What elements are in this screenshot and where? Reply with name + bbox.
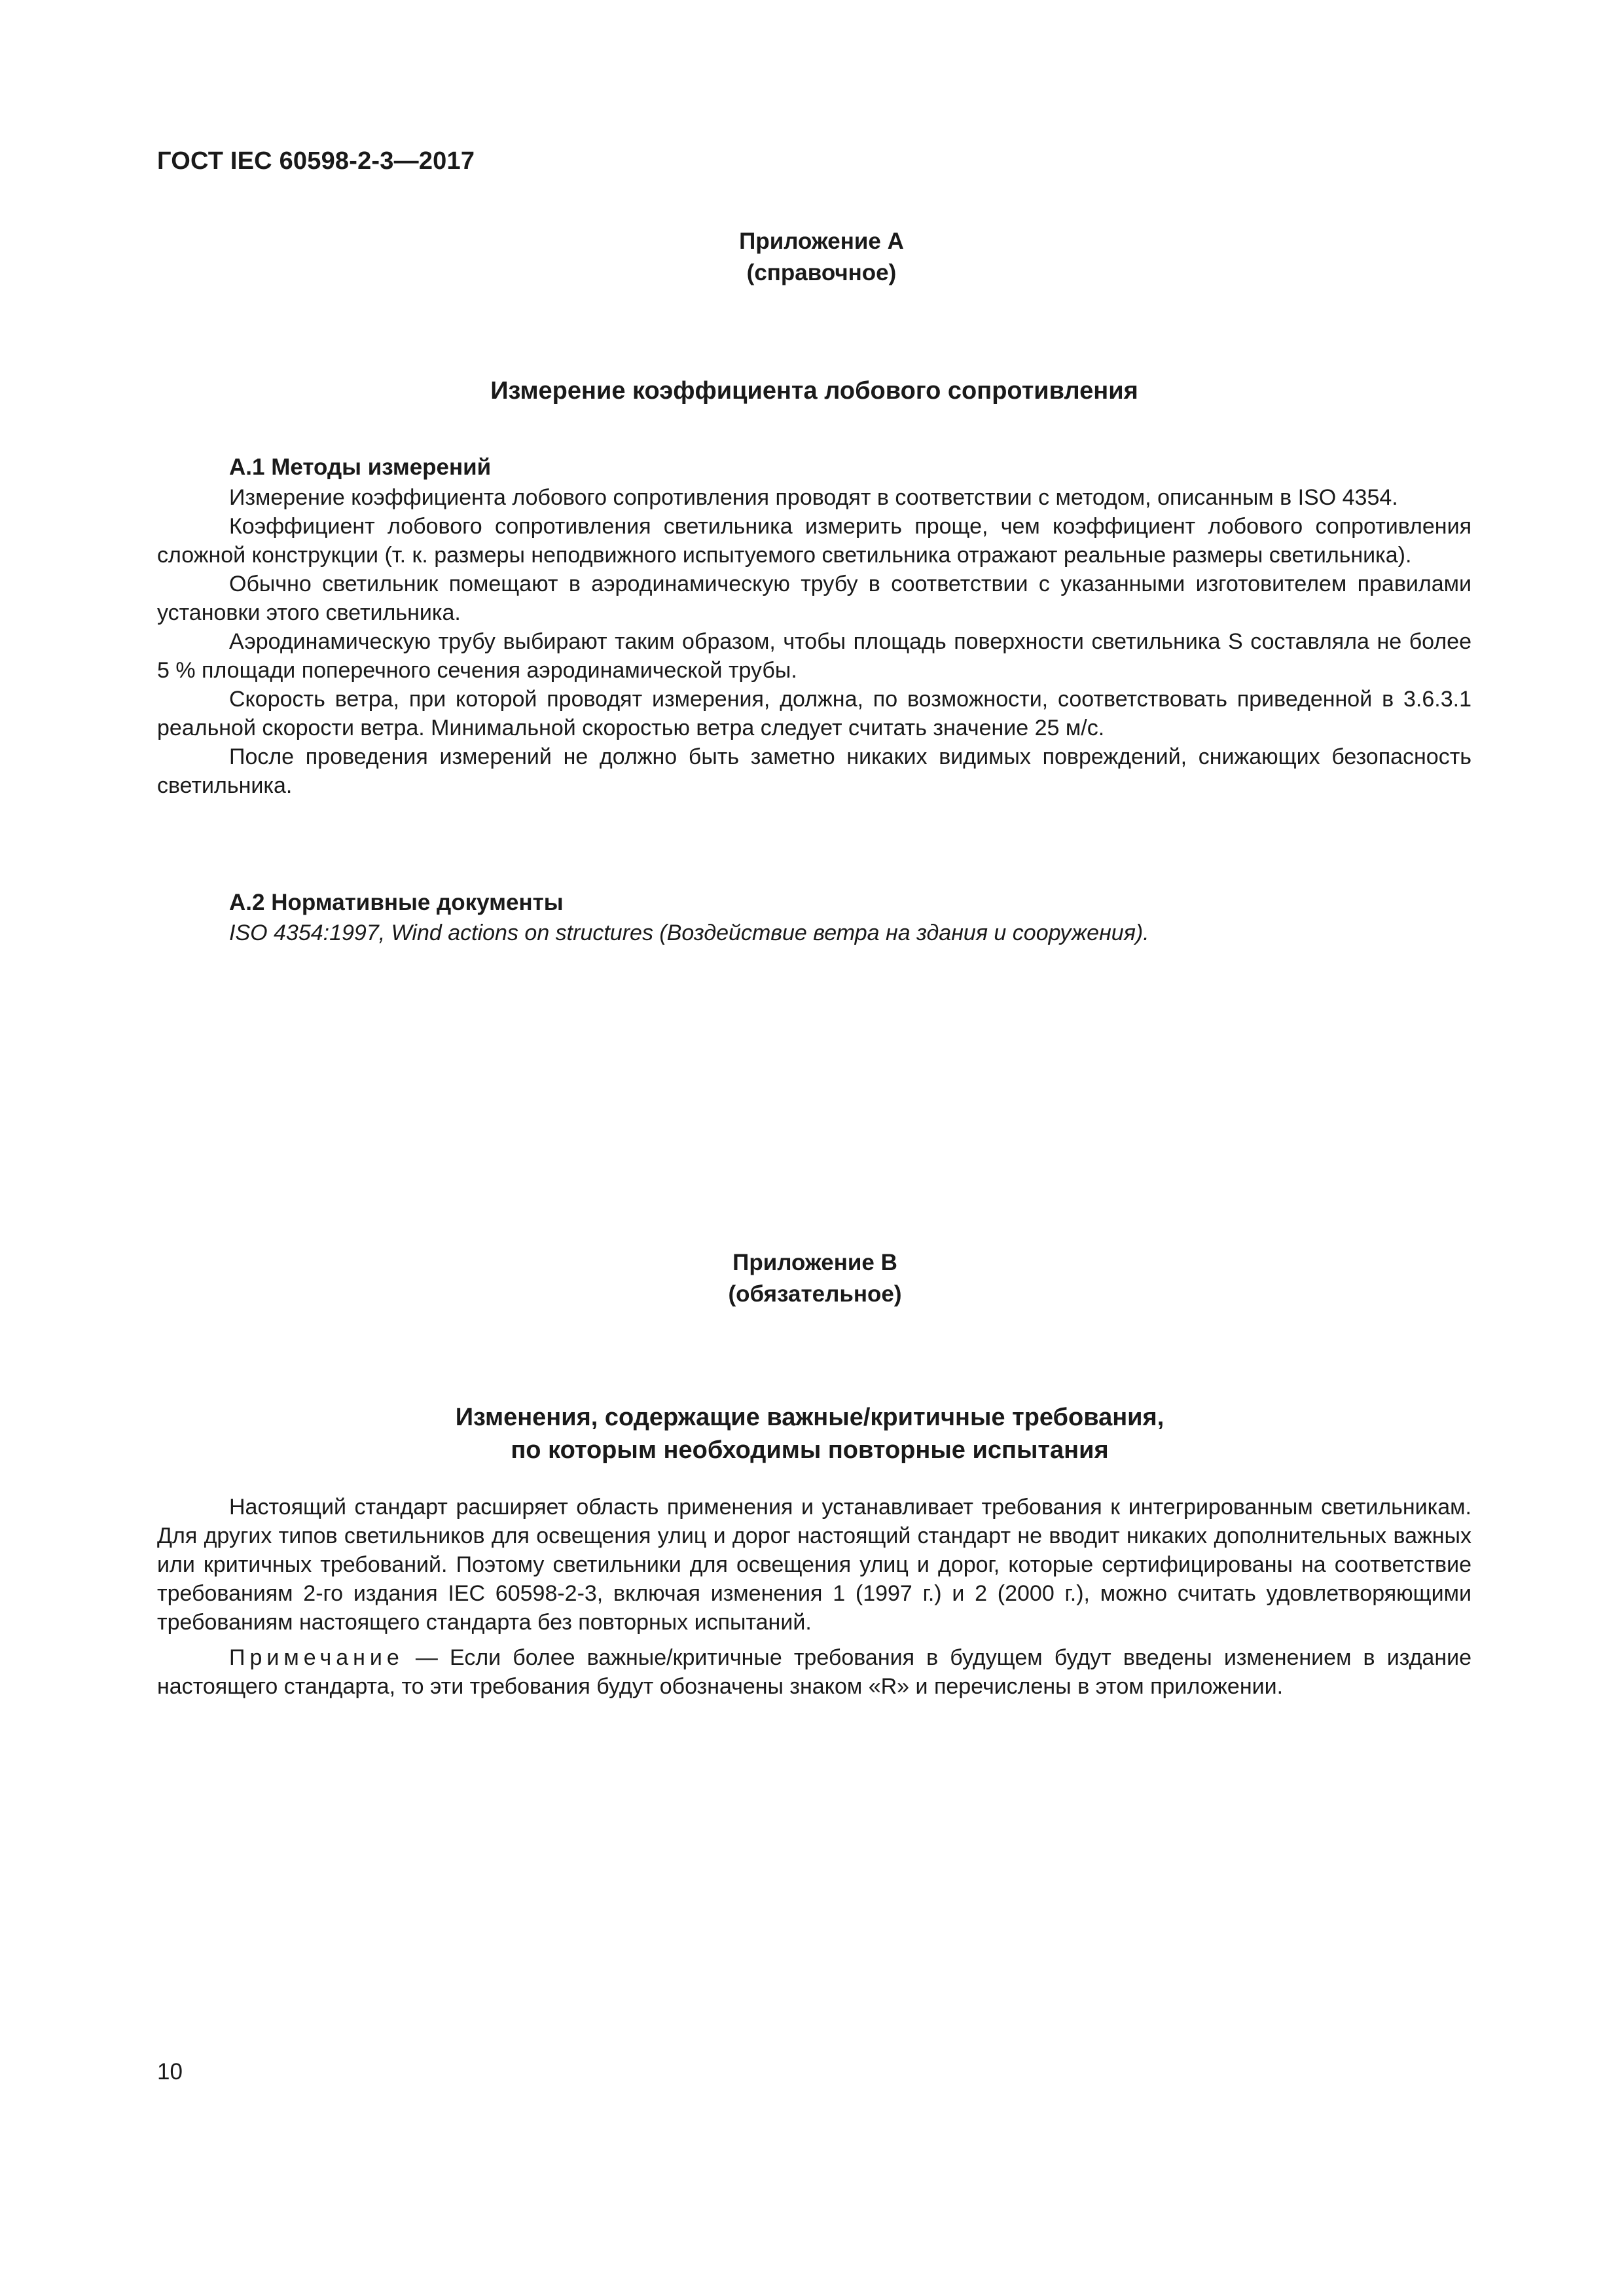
annex-b-label <box>0 1247 1624 1310</box>
section-a2-heading: А.2 Нормативные документы <box>229 890 564 915</box>
paragraph: Коэффициент лобового сопротивления светильника измерить проще, чем коэффициент лобового сопротивления сложной конструкции (т. к. размеры неподвижного испытуемого светильника отражают реальные размеры светильника). <box>157 514 1471 568</box>
annex-a-title-text: Измерение коэффициента лобового сопротивления <box>490 377 1138 405</box>
annex-b-title-label: Приложение В <box>732 1250 897 1275</box>
paragraph: Измерение коэффициента лобового сопротивления проводят в соответствии с методом, описанным в ISO 4354. <box>229 485 1398 510</box>
annex-a-title-label: Приложение А <box>739 228 904 254</box>
annex-b-title <box>0 1401 1619 1467</box>
annex-a-title <box>0 374 1624 407</box>
annex-b-title-line1: Изменения, содержащие важные/критичные требования, <box>455 1404 1164 1431</box>
annex-b-status: (обязательное) <box>728 1281 902 1307</box>
note-label: Примечание <box>229 1645 404 1670</box>
paragraph: Обычно светильник помещают в аэродинамическую трубу в соответствии с указанными изготовителем правилами установки этого светильника. <box>157 572 1471 625</box>
standard-code-header: ГОСТ IEC 60598-2-3—2017 <box>157 147 475 175</box>
paragraph: Настоящий стандарт расширяет область применения и устанавливает требования к интегрированным светильникам. Для других типов светильников для освещения улиц и дорог настоящий стандарт не вводит никаких дополнительных важных или критичных требований. Поэтому светильники для освещения улиц и дорог, которые сертифицированы на соответствие требованиям 2-го издания IEC 60598-2-3, включая изменения 1 (1997 г.) и 2 (2000 г.), можно считать удовлетворяющими требованиям настоящего стандарта без повторных испытаний. <box>157 1495 1471 1635</box>
paragraph: Скорость ветра, при которой проводят измерения, должна, по возможности, соответствовать приведенной в 3.6.3.1 реальной скорости ветра. Минимальной скоростью ветра следует считать значение 25 м/с. <box>157 687 1471 740</box>
section-a1 <box>157 452 1471 800</box>
section-a1-heading: А.1 Методы измерений <box>229 454 492 480</box>
normative-reference: ISO 4354:1997, Wind actions on structures (Воздействие ветра на здания и сооружения). <box>229 920 1149 945</box>
paragraph: После проведения измерений не должно быть заметно никаких видимых повреждений, снижающих безопасность светильника. <box>157 744 1471 798</box>
section-b <box>157 1493 1471 1701</box>
page-number: 10 <box>157 2059 183 2085</box>
section-a2 <box>157 887 1471 947</box>
annex-a-label <box>0 226 1624 289</box>
paragraph: Аэродинамическую трубу выбирают таким образом, чтобы площадь поверхности светильника S составляла не более 5 % площади поперечного сечения аэродинамической трубы. <box>157 629 1471 683</box>
note-paragraph <box>157 1643 1471 1701</box>
note-text: — Если более важные/критичные требования в будущем будут введены изменением в издание настоящего стандарта, то эти требования будут обозначены знаком «R» и перечислены в этом приложении. <box>157 1645 1471 1699</box>
annex-b-title-line2: по которым необходимы повторные испытания <box>511 1436 1109 1464</box>
annex-a-status: (справочное) <box>746 260 897 285</box>
